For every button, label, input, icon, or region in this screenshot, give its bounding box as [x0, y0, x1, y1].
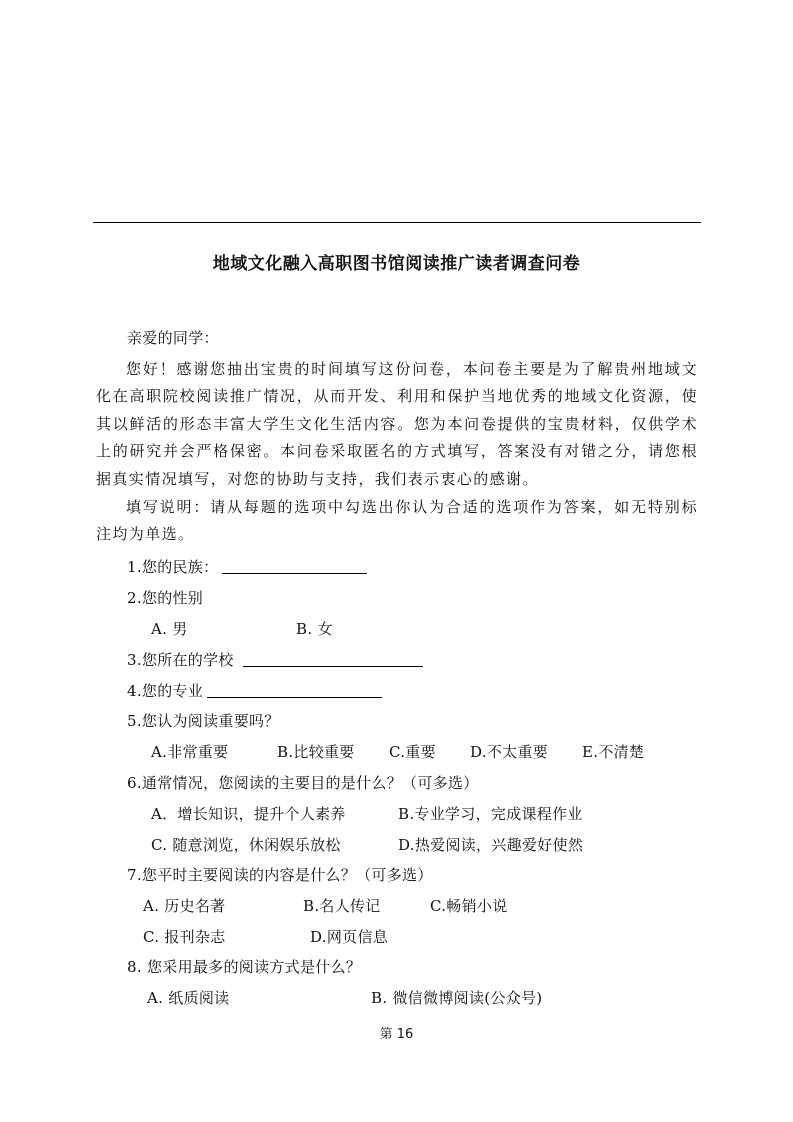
question-8: 8. 您采用最多的阅读方式是什么？ [127, 958, 362, 976]
option-7b[interactable]: B.名人传记 [303, 897, 381, 915]
option-5d[interactable]: D.不太重要 [470, 743, 549, 761]
option-6b[interactable]: B.专业学习，完成课程作业 [398, 805, 583, 823]
option-2b[interactable]: B. 女 [296, 620, 333, 638]
question-5: 5.您认为阅读重要吗？ [127, 712, 280, 730]
answer-blank-nationality[interactable] [222, 573, 367, 574]
question-7: 7.您平时主要阅读的内容是什么？（可多选） [127, 866, 433, 884]
answer-blank-school[interactable] [243, 666, 423, 667]
option-8b[interactable]: B. 微信微博阅读(公众号) [371, 989, 543, 1007]
answer-blank-major[interactable] [207, 697, 382, 698]
question-6: 6.通常情况，您阅读的主要目的是什么？（可多选） [127, 774, 479, 792]
option-8a[interactable]: A. 纸质阅读 [147, 989, 230, 1007]
option-5c[interactable]: C.重要 [389, 743, 436, 761]
question-2: 2.您的性别 [127, 589, 204, 607]
question-4: 4.您的专业 [127, 682, 204, 700]
greeting: 亲爱的同学： [127, 329, 219, 347]
option-7a[interactable]: A. 历史名著 [143, 897, 226, 915]
option-6a[interactable]: A．增长知识，提升个人素养 [151, 805, 346, 823]
instructions-paragraph: 填写说明：请从每题的选项中勾选出你认为合适的选项作为答案，如无特别标注均为单选。 [96, 498, 698, 544]
option-5a[interactable]: A.非常重要 [151, 743, 229, 761]
option-7c2[interactable]: C. 报刊杂志 [143, 928, 226, 946]
option-6c[interactable]: C. 随意浏览，休闲娱乐放松 [151, 836, 341, 854]
page-number: 第 16 [379, 1027, 414, 1042]
option-7d[interactable]: D.网页信息 [310, 928, 389, 946]
option-2a[interactable]: A. 男 [151, 620, 188, 638]
header-rule [93, 222, 701, 223]
intro-paragraph: 您好！感谢您抽出宝贵的时间填写这份问卷，本问卷主要是为了解贵州地域文化在高职院校阅读推广情况，从而开发、利用和保护当地优秀的地域文化资源，使其以鲜活的形态丰富大学生文化生活内容。您为本问卷提供的宝贵材料，仅供学术上的研究并会严格保密。本问卷采取匿名的方式填写，答案没有对错之分，请您根据真实情况填写，对您的协助与支持，我们表示衷心的感谢。 [96, 360, 698, 488]
option-6d[interactable]: D.热爱阅读，兴趣爱好使然 [398, 836, 584, 854]
question-1: 1.您的民族： [127, 558, 219, 576]
page-title: 地域文化融入高职图书馆阅读推广读者调查问卷 [212, 254, 581, 274]
option-5b[interactable]: B.比较重要 [277, 743, 355, 761]
option-5e[interactable]: E.不清楚 [582, 743, 645, 761]
option-7c[interactable]: C.畅销小说 [430, 897, 508, 915]
question-3: 3.您所在的学校 [127, 651, 234, 669]
